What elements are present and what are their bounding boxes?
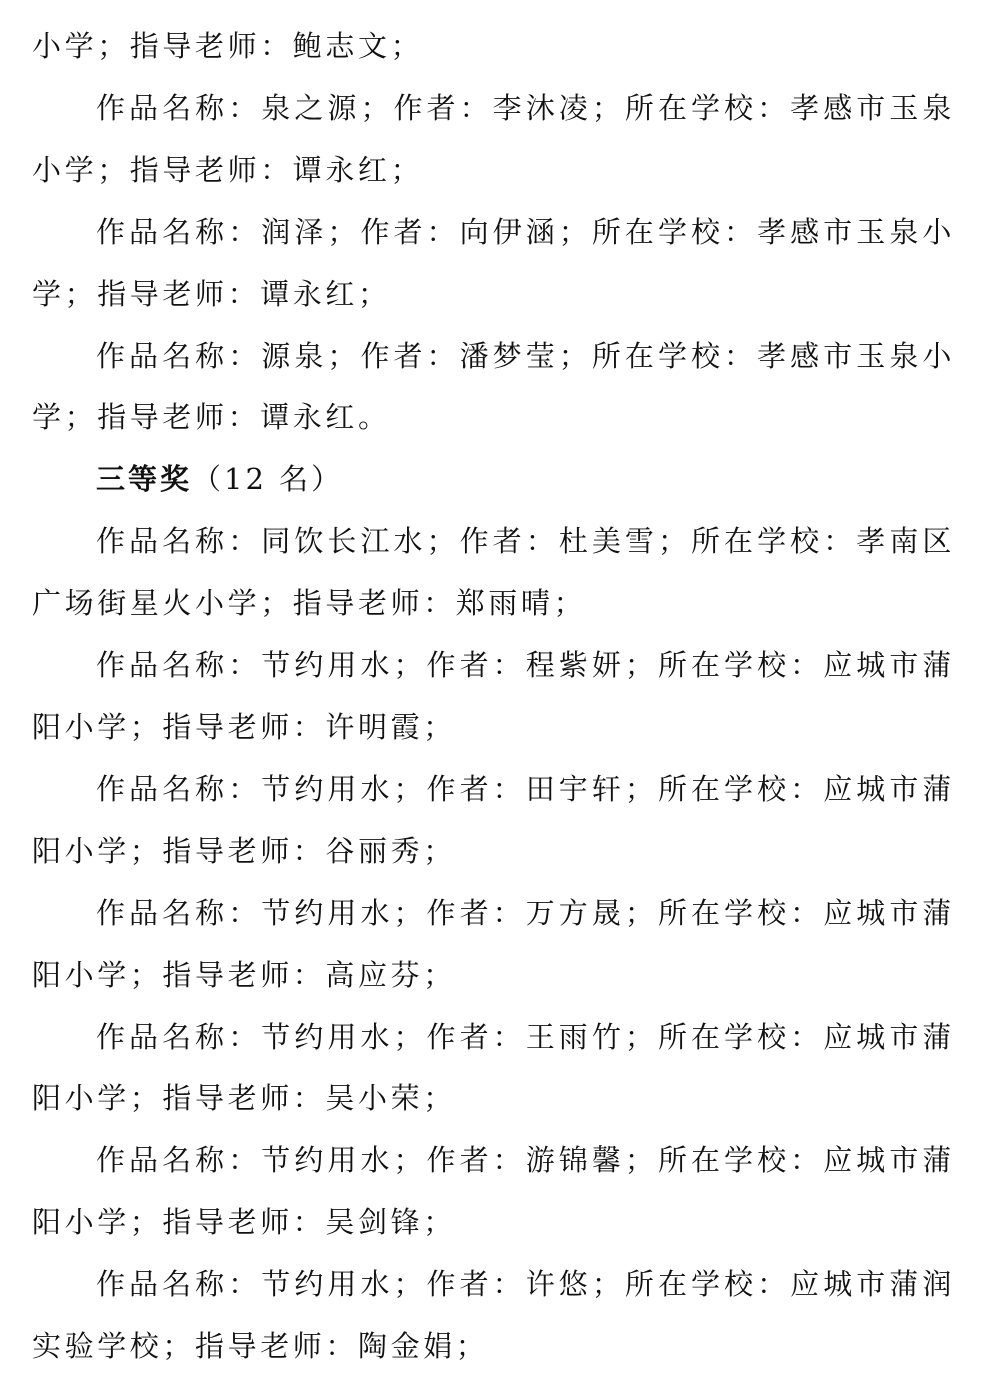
third-prize-heading [32,449,955,511]
third-prize-count: （12 名） [192,462,344,497]
award-entry: 作品名称：节约用水；作者：游锦馨；所在学校：应城市蒲阳小学；指导老师：吴剑锋； [32,1143,955,1240]
award-entry: 作品名称：节约用水；作者：王雨竹；所在学校：应城市蒲阳小学；指导老师：吴小荣； [32,1019,955,1116]
award-entry: 作品名称：节约用水；作者：田宇轩；所在学校：应城市蒲阳小学；指导老师：谷丽秀； [32,771,955,868]
award-entry: 作品名称：源泉；作者：潘梦莹；所在学校：孝感市玉泉小学；指导老师：谭永红。 [32,338,955,435]
third-prize-title: 三等奖 [96,462,193,497]
award-entry: 作品名称：节约用水；作者：许悠；所在学校：应城市蒲润实验学校；指导老师：陶金娟； [32,1267,955,1364]
award-entry: 作品名称：节约用水；作者：万方晟；所在学校：应城市蒲阳小学；指导老师：高应芬； [32,895,955,992]
award-entry: 作品名称：润泽；作者：向伊涵；所在学校：孝感市玉泉小学；指导老师：谭永红； [32,214,955,311]
award-entry-continuation: 小学；指导老师：鲍志文； [32,29,424,63]
award-entry: 作品名称：泉之源；作者：李沐凌；所在学校：孝感市玉泉小学；指导老师：谭永红； [32,90,955,187]
award-entry: 作品名称：节约用水；作者：程紫妍；所在学校：应城市蒲阳小学；指导老师：许明霞； [32,648,955,744]
award-entry: 作品名称：同饮长江水；作者：杜美雪；所在学校：孝南区广场街星火小学；指导老师：郑雨晴； [32,524,955,621]
